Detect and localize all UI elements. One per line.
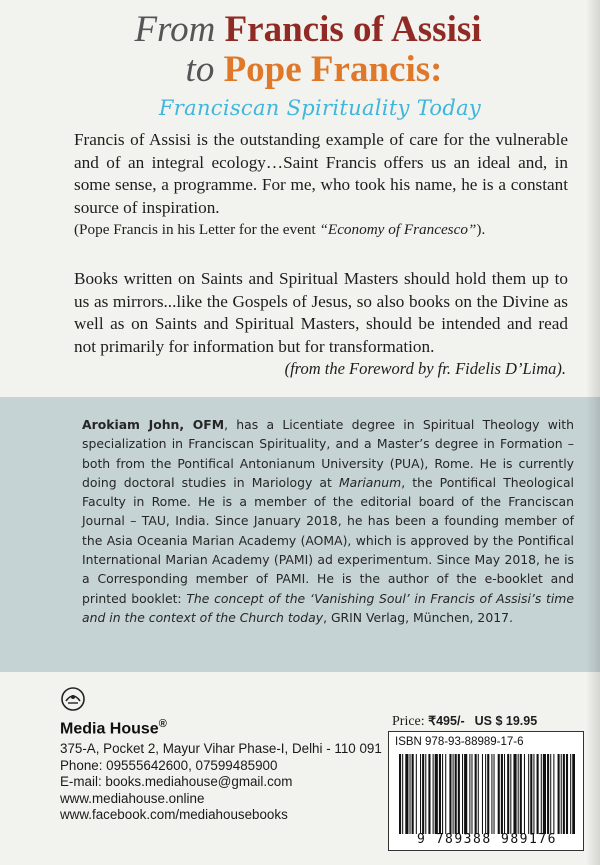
barcode-bar xyxy=(453,754,454,834)
barcode-bar xyxy=(566,754,568,834)
barcode-icon xyxy=(399,754,575,834)
price-usd: US $ 19.95 xyxy=(474,714,538,728)
barcode-bar xyxy=(537,754,539,834)
title-line-1 xyxy=(0,10,600,50)
marianum: Marianum xyxy=(338,474,402,490)
author-bio-band xyxy=(0,397,600,672)
isbn-label: ISBN 978-93-88989-17-6 xyxy=(395,736,524,748)
barcode-bar xyxy=(561,754,562,834)
publisher-website: www.mediahouse.online xyxy=(60,790,205,806)
barcode-bar xyxy=(478,754,479,834)
barcode-bar xyxy=(533,754,534,834)
barcode-bar xyxy=(520,754,522,834)
barcode-bar xyxy=(416,754,417,834)
price-inr: ₹495/- xyxy=(428,714,465,728)
price xyxy=(392,713,537,730)
barcode-bar xyxy=(455,754,457,834)
barcode-bar xyxy=(543,754,546,834)
title-to: to xyxy=(185,49,215,90)
title-block xyxy=(0,10,600,124)
pope-francis-quote xyxy=(74,129,568,242)
bio-part-3: , GRIN Verlag, München, 2017. xyxy=(323,609,513,625)
barcode-bar xyxy=(485,754,486,834)
barcode-bar xyxy=(530,754,532,834)
bio-part-1: , has a Licentiate degree in Spiritual Theology with specialization in Franciscan Spirituality, and a Master’s degree in Formation – both from the Pontifical Antonianum University (PUA), Rome. He is currently doing doctoral studies in Mariology at xyxy=(82,417,574,490)
author-name: Arokiam John, OFM xyxy=(82,417,225,432)
book-title: The concept of the ‘Vanishing Soul’ in Francis of Assisi’s time and in the context of the Church today xyxy=(82,590,574,625)
scan-edge-shadow xyxy=(586,0,600,865)
barcode-bar xyxy=(541,754,542,834)
publisher-logo-icon xyxy=(60,686,86,712)
barcode-bar xyxy=(498,754,500,834)
title-from: From xyxy=(134,9,216,50)
barcode-bar xyxy=(513,754,516,834)
barcode-bar xyxy=(442,754,443,834)
title-francis-of-assisi: Francis of Assisi xyxy=(224,9,482,50)
price-label: Price: xyxy=(392,714,429,729)
publisher-name xyxy=(60,718,167,738)
publisher-contact xyxy=(60,741,390,824)
publisher-name-text: Media House xyxy=(60,720,159,738)
publisher-facebook: www.facebook.com/mediahousebooks xyxy=(60,807,288,823)
barcode-bar xyxy=(572,754,575,834)
author-bio xyxy=(82,415,574,627)
subtitle: Franciscan Spirituality Today xyxy=(158,96,482,120)
barcode-bar xyxy=(410,754,411,834)
barcode-bar xyxy=(494,754,495,834)
barcode-bar xyxy=(458,754,460,834)
barcode-bar xyxy=(402,754,403,834)
barcode-bar xyxy=(420,754,421,834)
barcode-bar xyxy=(524,754,525,834)
title-line-2 xyxy=(0,50,600,90)
foreword-text: Books written on Saints and Spiritual Masters should hold them up to us as mirrors...like the Gospels of Jesus, so also books on the Divine as well as on Saints and Spiritual Masters, should be intended and read not primarily for information but for transformation. xyxy=(74,269,568,356)
barcode-bar xyxy=(462,754,463,834)
barcode-bar xyxy=(464,754,467,834)
barcode-bar xyxy=(412,754,414,834)
barcode-digits: 9 789388 989176 xyxy=(417,832,557,847)
registered-mark: ® xyxy=(158,718,167,730)
barcode-bar xyxy=(435,754,438,834)
quote-citation xyxy=(74,219,568,242)
barcode-bar xyxy=(558,754,560,834)
title-pope-francis: Pope Francis: xyxy=(223,49,443,90)
barcode-bar xyxy=(449,754,451,834)
barcode-bar xyxy=(445,754,446,834)
barcode-bar xyxy=(563,754,565,834)
barcode-bar xyxy=(422,754,424,834)
isbn-barcode xyxy=(388,731,584,851)
citation-prefix: (Pope Francis in his Letter for the event xyxy=(74,221,320,238)
barcode-bar xyxy=(504,754,505,834)
bio-part-2: , the Pontifical Theological Faculty in Rome. He is a member of the editorial board of the Franciscan Journal – TAU, India. Since January 2018, he has been a founding member of the Asia Oceania Marian Academy (AOMA), which is approved by the Pontifical International Marian Academy (PAMI) ad experimentum. Since May 2018, he is a Corresponding member of PAMI. He is the author of the e-booklet and printed booklet: xyxy=(82,474,574,606)
barcode-bar xyxy=(491,754,492,834)
barcode-bar xyxy=(510,754,511,834)
barcode-bar xyxy=(428,754,430,834)
barcode-bar xyxy=(475,754,477,834)
foreword-attribution: (from the Foreword by fr. Fidelis D’Lima). xyxy=(284,359,566,378)
barcode-bar xyxy=(518,754,519,834)
publisher-email: E-mail: books.mediahouse@gmail.com xyxy=(60,774,293,790)
barcode-bar xyxy=(425,754,426,834)
barcode-bar xyxy=(570,754,571,834)
barcode-bar xyxy=(439,754,441,834)
barcode-bar xyxy=(405,754,408,834)
barcode-bar xyxy=(433,754,434,834)
barcode-bar xyxy=(550,754,551,834)
barcode-bar xyxy=(482,754,483,834)
foreword-quote xyxy=(74,268,568,381)
barcode-bar xyxy=(501,754,503,834)
publisher-phone: Phone: 09555642600, 07599485900 xyxy=(60,757,278,773)
barcode-bar xyxy=(471,754,472,834)
barcode-bar xyxy=(528,754,529,834)
barcode-bar xyxy=(547,754,549,834)
barcode-bar xyxy=(399,754,401,834)
publisher-address: 375-A, Pocket 2, Mayur Vihar Phase-I, Delhi - 110 091 xyxy=(60,741,382,756)
barcode-bar xyxy=(469,754,470,834)
barcode-bar xyxy=(553,754,554,834)
citation-event-title: “Economy of Francesco” xyxy=(319,221,477,238)
quote-text: Francis of Assisi is the outstanding example of care for the vulnerable and of an integral ecology…Saint Francis offers us an ideal and, in some sense, a programme. For me, who took his name, he is a constant source of inspiration. xyxy=(74,130,568,217)
barcode-bar xyxy=(507,754,509,834)
barcode-bar xyxy=(487,754,489,834)
citation-suffix: ). xyxy=(476,221,486,238)
